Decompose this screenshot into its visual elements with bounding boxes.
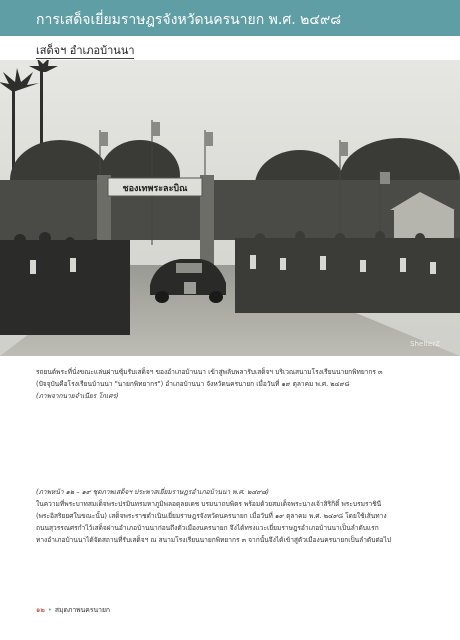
- body-line: (พระอิสริยยศในขณะนั้น) เสด็จพระราชดำเนินเยี่ยมราษฎรจังหวัดนครนายก เมื่อวันที่ ๑๙ ตุลาคม พ.ศ. ๒๔๙๘ โดยใช้เส้นทาง: [36, 512, 387, 520]
- page-number: ๑๒: [36, 606, 45, 614]
- body-heading: (ภาพหน้า ๑๒ – ๑๙ ชุดภาพเสด็จฯ ประพาสเยี่ยมราษฎรอำเภอบ้านนา พ.ศ. ๒๔๙๘): [36, 488, 269, 496]
- caption-credit: (ภาพจากนายจำเนียร โกเศร): [36, 392, 119, 400]
- caption-line: (ปัจจุบันคือโรงเรียนบ้านนา "นายกพิทยากร") อำเภอบ้านนา จังหวัดนครนายก เมื่อวันที่ ๑๙ ตุลาคม พ.ศ. ๒๔๙๘: [36, 380, 350, 388]
- page-header-title: การเสด็จเยี่ยมราษฎรจังหวัดนครนายก พ.ศ. ๒๔๙๘: [36, 12, 342, 28]
- body-text: [36, 486, 436, 546]
- arch-sign-text: ชองเทพระละบิณ: [122, 184, 188, 194]
- page-footer: [36, 604, 110, 615]
- crowd-left: [0, 232, 130, 335]
- book-title: สมุดภาพนครนายก: [54, 606, 111, 614]
- historical-photo: [0, 60, 460, 356]
- body-line: ทางอำเภอบ้านนาได้จัดสถานที่รับเสด็จฯ ณ สนามโรงเรียนนายกพิทยากร ๓ จากนั้นจึงได้เข้าสู่ตัวเมืองนครนายกเป็นลำดับต่อไป: [36, 536, 392, 544]
- body-line: ถนนสุวรรณศรกำไว้เสด็จผ่านอำเภอบ้านนาก่อนถึงตัวเมืองนครนายก จึงได้ทรงแวะเยี่ยมราษฎรอำเภอบ้านนาเป็นลำดับแรก: [36, 524, 379, 532]
- crowd-right: [235, 231, 460, 313]
- header-band: [0, 0, 460, 36]
- section-title: เสด็จฯ อำเภอบ้านนา: [36, 44, 135, 57]
- caption-line: รถยนต์พระที่นั่งขณะแล่นผ่านซุ้มรับเสด็จฯ ของอำเภอบ้านนา เข้าสู่พลับพลารับเสด็จฯ บริเวณสนามโรงเรียนนายกพิทยากร ๓: [36, 368, 383, 376]
- photo-caption: [36, 366, 436, 402]
- photo-watermark: ShelterZ: [410, 340, 440, 348]
- body-line: ในความที่พระบาทสมเด็จพระปรมินทรมหาภูมิพลอดุลยเดช บรมนาถบพิตร พร้อมด้วยสมเด็จพระนางเจ้าสิริกิติ์ พระบรมราชินี: [36, 500, 382, 508]
- footer-bullet: •: [47, 606, 52, 614]
- section-title-underline: [36, 58, 134, 59]
